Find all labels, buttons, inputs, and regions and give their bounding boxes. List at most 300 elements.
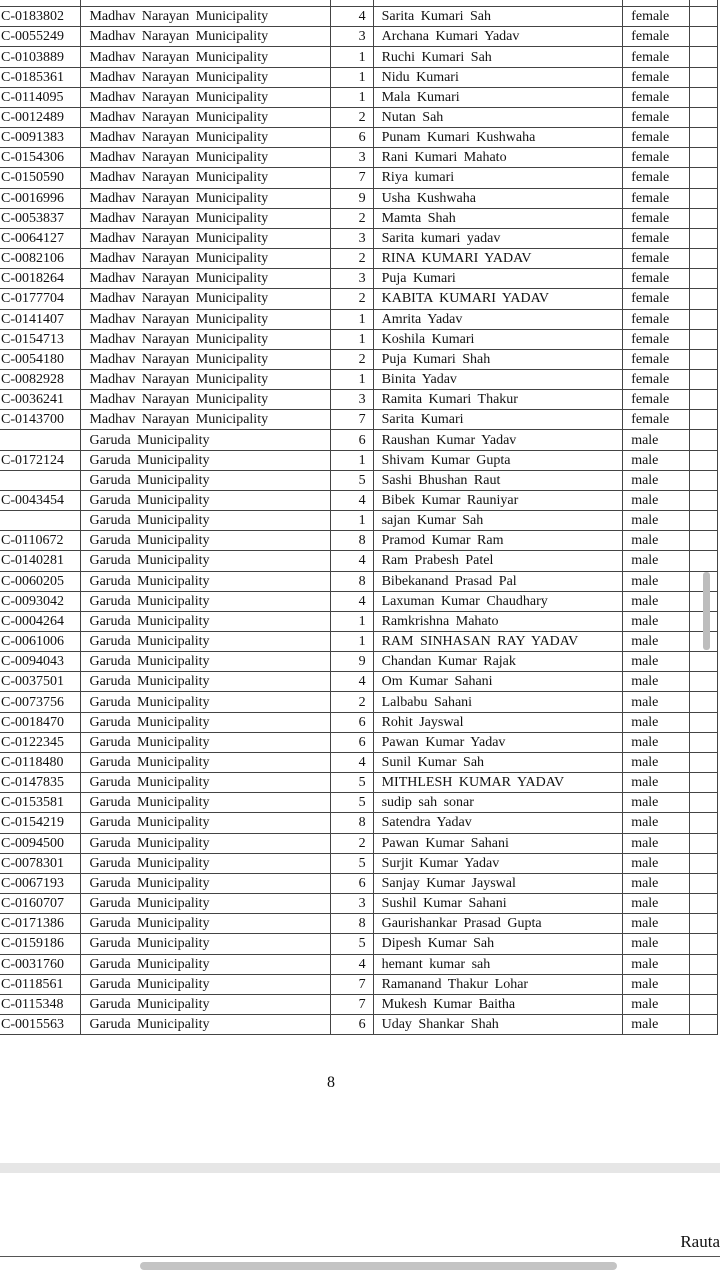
- table-row: [0, 732, 718, 752]
- cell-ward: 5: [330, 470, 373, 490]
- cell-ward: 4: [330, 7, 373, 27]
- cell-id: [0, 0, 81, 7]
- cell-name: RINA KUMARI YADAV: [373, 249, 623, 269]
- cell-ward: 2: [330, 349, 373, 369]
- cell-cutoff: [689, 712, 717, 732]
- cell-id: C-0110672: [0, 531, 81, 551]
- cell-cutoff: [689, 752, 717, 772]
- cell-id: C-0082928: [0, 369, 81, 389]
- cell-municipality: Garuda Municipality: [81, 571, 330, 591]
- cell-gender: male: [623, 954, 689, 974]
- cell-cutoff: [689, 430, 717, 450]
- cell-name: Rani Kumari Mahato: [373, 148, 623, 168]
- cell-name: Dipesh Kumar Sah: [373, 934, 623, 954]
- cell-ward: 1: [330, 87, 373, 107]
- cell-cutoff: [689, 128, 717, 148]
- cell-cutoff: [689, 87, 717, 107]
- cell-id: C-0185361: [0, 67, 81, 87]
- cell-ward: 1: [330, 450, 373, 470]
- cell-municipality: Madhav Narayan Municipality: [81, 369, 330, 389]
- cell-gender: male: [623, 894, 689, 914]
- cell-municipality: Garuda Municipality: [81, 511, 330, 531]
- cell-ward: 6: [330, 128, 373, 148]
- cell-id: C-0018470: [0, 712, 81, 732]
- cell-name: Binita Yadav: [373, 369, 623, 389]
- cell-cutoff: [689, 793, 717, 813]
- cell-gender: female: [623, 329, 689, 349]
- cell-gender: female: [623, 168, 689, 188]
- cell-municipality: Garuda Municipality: [81, 470, 330, 490]
- table-row: [0, 994, 718, 1014]
- cell-name: Raushan Kumar Yadav: [373, 430, 623, 450]
- cell-id: [0, 511, 81, 531]
- table-row: [0, 67, 718, 87]
- cell-gender: female: [623, 27, 689, 47]
- cell-ward: 4: [330, 551, 373, 571]
- cell-ward: 9: [330, 188, 373, 208]
- cell-municipality: Garuda Municipality: [81, 853, 330, 873]
- table-row: [0, 793, 718, 813]
- cell-municipality: Garuda Municipality: [81, 611, 330, 631]
- cell-cutoff: [689, 1014, 717, 1034]
- table-row: [0, 289, 718, 309]
- cell-ward: 4: [330, 490, 373, 510]
- cell-cutoff: [689, 369, 717, 389]
- cell-municipality: Madhav Narayan Municipality: [81, 128, 330, 148]
- cell-id: C-0141407: [0, 309, 81, 329]
- cell-municipality: Madhav Narayan Municipality: [81, 188, 330, 208]
- cell-ward: 6: [330, 1014, 373, 1034]
- table-row: [0, 1014, 718, 1034]
- cell-cutoff: [689, 228, 717, 248]
- cell-name: Amrita Yadav: [373, 309, 623, 329]
- cell-ward: 5: [330, 793, 373, 813]
- cell-municipality: Garuda Municipality: [81, 652, 330, 672]
- cell-cutoff: [689, 450, 717, 470]
- cell-name: Uday Shankar Shah: [373, 1014, 623, 1034]
- cell-name: Mukesh Kumar Baitha: [373, 994, 623, 1014]
- cell-municipality: Garuda Municipality: [81, 793, 330, 813]
- table-row: [0, 470, 718, 490]
- cell-id: C-0037501: [0, 672, 81, 692]
- table-row: [0, 27, 718, 47]
- table-row: [0, 329, 718, 349]
- cell-ward: 8: [330, 914, 373, 934]
- cell-gender: male: [623, 873, 689, 893]
- cell-municipality: Madhav Narayan Municipality: [81, 208, 330, 228]
- cell-name: Ramanand Thakur Lohar: [373, 974, 623, 994]
- table-row: [0, 7, 718, 27]
- table-row: [0, 249, 718, 269]
- cell-id: C-0122345: [0, 732, 81, 752]
- cell-name: Bibek Kumar Rauniyar: [373, 490, 623, 510]
- cell-ward: 8: [330, 813, 373, 833]
- cell-ward: 6: [330, 712, 373, 732]
- cell-id: C-0159186: [0, 934, 81, 954]
- cell-ward: 6: [330, 873, 373, 893]
- cell-municipality: Garuda Municipality: [81, 1014, 330, 1034]
- cell-name: MITHLESH KUMAR YADAV: [373, 773, 623, 793]
- cell-id: C-0067193: [0, 873, 81, 893]
- cell-gender: male: [623, 652, 689, 672]
- cell-cutoff: [689, 390, 717, 410]
- cell-municipality: Garuda Municipality: [81, 632, 330, 652]
- cell-cutoff: [689, 0, 717, 7]
- cell-id: C-0061006: [0, 632, 81, 652]
- cell-id: C-0172124: [0, 450, 81, 470]
- cell-name: Nidu Kumari: [373, 67, 623, 87]
- cell-id: C-0031760: [0, 954, 81, 974]
- table-row: [0, 490, 718, 510]
- cell-municipality: Garuda Municipality: [81, 773, 330, 793]
- cell-ward: 4: [330, 672, 373, 692]
- cell-id: C-0093042: [0, 591, 81, 611]
- table-row: [0, 894, 718, 914]
- table-row: [0, 833, 718, 853]
- cell-name: Sanjay Kumar Jayswal: [373, 873, 623, 893]
- cell-gender: female: [623, 87, 689, 107]
- cell-ward: 2: [330, 107, 373, 127]
- cell-name: Riya kumari: [373, 168, 623, 188]
- cell-municipality: Garuda Municipality: [81, 490, 330, 510]
- cell-ward: 1: [330, 369, 373, 389]
- cell-gender: male: [623, 571, 689, 591]
- cell-name: Puja Kumari: [373, 269, 623, 289]
- cell-gender: male: [623, 692, 689, 712]
- cell-municipality: Garuda Municipality: [81, 672, 330, 692]
- cell-cutoff: [689, 470, 717, 490]
- cell-name: Surjit Kumar Yadav: [373, 853, 623, 873]
- cell-cutoff: [689, 692, 717, 712]
- cell-name: Sarita kumari yadav: [373, 228, 623, 248]
- cell-name: Mala Kumari: [373, 87, 623, 107]
- cell-ward: 3: [330, 390, 373, 410]
- cell-municipality: Madhav Narayan Municipality: [81, 390, 330, 410]
- cell-municipality: Garuda Municipality: [81, 894, 330, 914]
- cell-ward: 2: [330, 833, 373, 853]
- table-row: [0, 188, 718, 208]
- cell-cutoff: [689, 148, 717, 168]
- cell-name: Sushil Kumar Sahani: [373, 894, 623, 914]
- table-row: [0, 128, 718, 148]
- table-row: [0, 692, 718, 712]
- cell-gender: female: [623, 249, 689, 269]
- cell-cutoff: [689, 994, 717, 1014]
- cell-name: Sarita Kumari Sah: [373, 7, 623, 27]
- cell-id: C-0015563: [0, 1014, 81, 1034]
- cell-id: C-0154219: [0, 813, 81, 833]
- table-row: [0, 107, 718, 127]
- cell-ward: 3: [330, 228, 373, 248]
- cell-gender: female: [623, 107, 689, 127]
- cell-gender: male: [623, 591, 689, 611]
- cell-municipality: Madhav Narayan Municipality: [81, 87, 330, 107]
- cell-gender: male: [623, 833, 689, 853]
- table-row: [0, 390, 718, 410]
- cell-name: sudip sah sonar: [373, 793, 623, 813]
- vertical-scrollbar[interactable]: [703, 572, 710, 650]
- cell-id: C-0018264: [0, 269, 81, 289]
- cell-id: C-0004264: [0, 611, 81, 631]
- table-row: [0, 208, 718, 228]
- cell-id: C-0154713: [0, 329, 81, 349]
- cell-name: Usha Kushwaha: [373, 188, 623, 208]
- cell-id: C-0078301: [0, 853, 81, 873]
- cell-municipality: Madhav Narayan Municipality: [81, 329, 330, 349]
- cell-municipality: Garuda Municipality: [81, 752, 330, 772]
- cell-cutoff: [689, 813, 717, 833]
- cell-cutoff: [689, 410, 717, 430]
- cell-name: KABITA KUMARI YADAV: [373, 289, 623, 309]
- cell-municipality: Madhav Narayan Municipality: [81, 309, 330, 329]
- cell-id: [0, 470, 81, 490]
- cell-gender: male: [623, 672, 689, 692]
- cell-id: C-0118561: [0, 974, 81, 994]
- cell-municipality: Garuda Municipality: [81, 692, 330, 712]
- cell-municipality: Garuda Municipality: [81, 450, 330, 470]
- cell-municipality: Garuda Municipality: [81, 531, 330, 551]
- cell-gender: female: [623, 67, 689, 87]
- table-row: [0, 773, 718, 793]
- cell-municipality: Garuda Municipality: [81, 954, 330, 974]
- cell-cutoff: [689, 289, 717, 309]
- cell-ward: 8: [330, 571, 373, 591]
- cell-gender: female: [623, 47, 689, 67]
- table-row: [0, 349, 718, 369]
- table-row: [0, 934, 718, 954]
- cell-name: Archana Kumari Yadav: [373, 27, 623, 47]
- cell-ward: 3: [330, 27, 373, 47]
- cell-ward: 1: [330, 611, 373, 631]
- cell-gender: female: [623, 410, 689, 430]
- cell-gender: male: [623, 430, 689, 450]
- table-row: [0, 369, 718, 389]
- cell-ward: 6: [330, 732, 373, 752]
- cell-cutoff: [689, 873, 717, 893]
- cell-id: C-0043454: [0, 490, 81, 510]
- cell-cutoff: [689, 107, 717, 127]
- cell-gender: female: [623, 228, 689, 248]
- cell-id: C-0177704: [0, 289, 81, 309]
- cell-gender: male: [623, 551, 689, 571]
- cell-ward: 2: [330, 208, 373, 228]
- table-row: [0, 511, 718, 531]
- cell-cutoff: [689, 974, 717, 994]
- cell-gender: male: [623, 490, 689, 510]
- table-row: [0, 410, 718, 430]
- cell-municipality: Madhav Narayan Municipality: [81, 7, 330, 27]
- cell-gender: [623, 0, 689, 7]
- cell-gender: male: [623, 914, 689, 934]
- cell-ward: 5: [330, 934, 373, 954]
- table-row: [0, 954, 718, 974]
- cell-ward: 3: [330, 894, 373, 914]
- cell-municipality: [81, 0, 330, 7]
- cell-id: C-0054180: [0, 349, 81, 369]
- cell-gender: female: [623, 349, 689, 369]
- table-row: [0, 228, 718, 248]
- cell-id: C-0115348: [0, 994, 81, 1014]
- cell-cutoff: [689, 309, 717, 329]
- table-row: [0, 672, 718, 692]
- cell-gender: female: [623, 390, 689, 410]
- cell-gender: female: [623, 208, 689, 228]
- cell-gender: male: [623, 1014, 689, 1034]
- cell-gender: male: [623, 470, 689, 490]
- table-row: [0, 309, 718, 329]
- cell-id: C-0012489: [0, 107, 81, 127]
- cell-ward: 3: [330, 269, 373, 289]
- cell-name: Gaurishankar Prasad Gupta: [373, 914, 623, 934]
- cell-id: C-0091383: [0, 128, 81, 148]
- table-row: [0, 531, 718, 551]
- cell-id: C-0118480: [0, 752, 81, 772]
- cell-id: C-0171386: [0, 914, 81, 934]
- cell-name: RAM SINHASAN RAY YADAV: [373, 632, 623, 652]
- cell-name: Puja Kumari Shah: [373, 349, 623, 369]
- table-row: [0, 632, 718, 652]
- cell-municipality: Garuda Municipality: [81, 591, 330, 611]
- cell-id: C-0053837: [0, 208, 81, 228]
- cell-gender: male: [623, 934, 689, 954]
- table-row: [0, 611, 718, 631]
- cell-name: Sarita Kumari: [373, 410, 623, 430]
- cell-cutoff: [689, 168, 717, 188]
- cell-gender: male: [623, 611, 689, 631]
- cell-cutoff: [689, 732, 717, 752]
- cell-name: Koshila Kumari: [373, 329, 623, 349]
- cell-gender: female: [623, 188, 689, 208]
- table-row: [0, 813, 718, 833]
- cell-id: C-0154306: [0, 148, 81, 168]
- cell-gender: female: [623, 7, 689, 27]
- cell-gender: female: [623, 269, 689, 289]
- cell-municipality: Madhav Narayan Municipality: [81, 228, 330, 248]
- cell-cutoff: [689, 894, 717, 914]
- cell-ward: 7: [330, 974, 373, 994]
- cell-gender: female: [623, 289, 689, 309]
- table-row: [0, 652, 718, 672]
- table-row: [0, 148, 718, 168]
- table-row: [0, 571, 718, 591]
- cell-municipality: Garuda Municipality: [81, 934, 330, 954]
- cell-id: C-0140281: [0, 551, 81, 571]
- cell-gender: male: [623, 994, 689, 1014]
- cell-ward: 5: [330, 773, 373, 793]
- cell-ward: [330, 0, 373, 7]
- cell-cutoff: [689, 833, 717, 853]
- cell-ward: 4: [330, 591, 373, 611]
- cell-name: Shivam Kumar Gupta: [373, 450, 623, 470]
- running-head: Rauta: [680, 1232, 720, 1251]
- cell-ward: 1: [330, 329, 373, 349]
- cell-ward: 4: [330, 954, 373, 974]
- cell-gender: male: [623, 752, 689, 772]
- cell-name: Nutan Sah: [373, 107, 623, 127]
- cell-ward: 7: [330, 168, 373, 188]
- cell-municipality: Madhav Narayan Municipality: [81, 269, 330, 289]
- cell-name: Chandan Kumar Rajak: [373, 652, 623, 672]
- table-row: [0, 0, 718, 7]
- table-row: [0, 712, 718, 732]
- table-row: [0, 430, 718, 450]
- cell-municipality: Garuda Municipality: [81, 732, 330, 752]
- cell-ward: 8: [330, 531, 373, 551]
- cell-cutoff: [689, 853, 717, 873]
- cell-id: C-0064127: [0, 228, 81, 248]
- cell-gender: male: [623, 712, 689, 732]
- cell-cutoff: [689, 47, 717, 67]
- cell-id: C-0147835: [0, 773, 81, 793]
- cell-municipality: Madhav Narayan Municipality: [81, 148, 330, 168]
- table-row: [0, 450, 718, 470]
- cell-id: C-0160707: [0, 894, 81, 914]
- cell-name: Punam Kumari Kushwaha: [373, 128, 623, 148]
- cell-cutoff: [689, 269, 717, 289]
- cell-municipality: Madhav Narayan Municipality: [81, 67, 330, 87]
- table-row: [0, 47, 718, 67]
- cell-cutoff: [689, 349, 717, 369]
- cell-municipality: Madhav Narayan Municipality: [81, 349, 330, 369]
- cell-cutoff: [689, 329, 717, 349]
- table-row: [0, 974, 718, 994]
- cell-ward: 2: [330, 692, 373, 712]
- cell-municipality: Madhav Narayan Municipality: [81, 249, 330, 269]
- cell-id: [0, 430, 81, 450]
- cell-cutoff: [689, 511, 717, 531]
- cell-cutoff: [689, 551, 717, 571]
- cell-id: C-0036241: [0, 390, 81, 410]
- cell-name: Ruchi Kumari Sah: [373, 47, 623, 67]
- cell-municipality: Garuda Municipality: [81, 813, 330, 833]
- table-row: [0, 168, 718, 188]
- cell-id: C-0094500: [0, 833, 81, 853]
- cell-id: C-0153581: [0, 793, 81, 813]
- cell-municipality: Madhav Narayan Municipality: [81, 168, 330, 188]
- cell-municipality: Garuda Municipality: [81, 833, 330, 853]
- cell-name: sajan Kumar Sah: [373, 511, 623, 531]
- cell-name: Lalbabu Sahani: [373, 692, 623, 712]
- table-row: [0, 914, 718, 934]
- cell-cutoff: [689, 773, 717, 793]
- cell-name: Bibekanand Prasad Pal: [373, 571, 623, 591]
- cell-id: C-0073756: [0, 692, 81, 712]
- cell-gender: male: [623, 450, 689, 470]
- cell-gender: female: [623, 309, 689, 329]
- table-row: [0, 269, 718, 289]
- cell-name: Om Kumar Sahani: [373, 672, 623, 692]
- cell-municipality: Madhav Narayan Municipality: [81, 289, 330, 309]
- cell-ward: 1: [330, 67, 373, 87]
- cell-cutoff: [689, 208, 717, 228]
- cell-cutoff: [689, 67, 717, 87]
- cell-ward: 1: [330, 632, 373, 652]
- cell-id: C-0055249: [0, 27, 81, 47]
- table-row: [0, 873, 718, 893]
- cell-municipality: Garuda Municipality: [81, 551, 330, 571]
- cell-ward: 2: [330, 249, 373, 269]
- table-row: [0, 551, 718, 571]
- cell-name: [373, 0, 623, 7]
- cell-id: C-0150590: [0, 168, 81, 188]
- cell-ward: 7: [330, 410, 373, 430]
- cell-municipality: Madhav Narayan Municipality: [81, 27, 330, 47]
- horizontal-scrollbar[interactable]: [140, 1262, 617, 1270]
- cell-cutoff: [689, 531, 717, 551]
- cell-gender: male: [623, 732, 689, 752]
- cell-id: C-0103889: [0, 47, 81, 67]
- table-row: [0, 853, 718, 873]
